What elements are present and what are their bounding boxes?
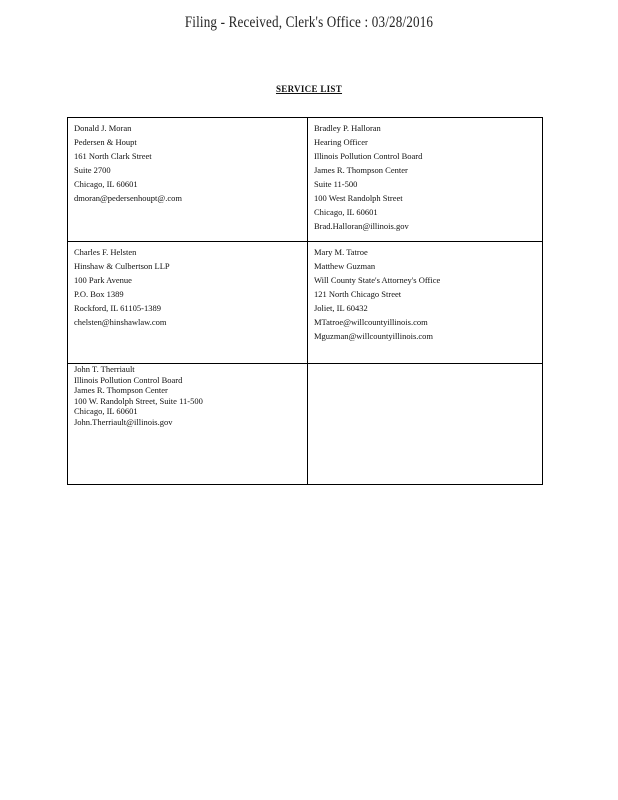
entry-line: 100 W. Randolph Street, Suite 11-500 [74,395,203,406]
entry-line: 100 West Randolph Street [314,193,403,203]
entry-line: Illinois Pollution Control Board [74,374,183,385]
entry-line: Hearing Officer [314,137,368,147]
entry-line: P.O. Box 1389 [74,289,124,299]
entry-line: James R. Thompson Center [74,385,168,395]
service-list-table [67,117,543,485]
entry-line: Joliet, IL 60432 [314,303,368,313]
entry-line: 121 North Chicago Street [314,289,402,299]
entry-email: chelsten@hinshawlaw.com [74,317,167,327]
service-entry-empty [308,364,543,484]
entry-line: Will County State's Attorney's Office [314,275,441,285]
entry-line: Chicago, IL 60601 [314,207,378,217]
service-entry-halloran [308,118,543,242]
entry-email: dmoran@pedersenhoupt@.com [74,193,182,203]
entry-line: Bradley P. Halloran [314,123,381,133]
service-entry-tatroe [308,242,543,364]
entry-email: Brad.Halloran@illinois.gov [314,221,409,231]
service-entry-therriault [68,364,308,484]
entry-line: Donald J. Moran [74,123,132,133]
entry-line: Chicago, IL 60601 [74,179,138,189]
entry-line: Hinshaw & Culbertson LLP [74,261,170,271]
entry-email: MTatroe@willcountyillinois.com [314,317,428,327]
entry-line: Pedersen & Houpt [74,137,137,147]
entry-line: Illinois Pollution Control Board [314,151,423,161]
entry-email: Mguzman@willcountyillinois.com [314,331,434,341]
entry-line: Chicago, IL 60601 [74,406,138,416]
filing-stamp: Filing - Received, Clerk's Office : 03/28/2016 [184,14,434,31]
entry-line: Rockford, IL 61105-1389 [74,303,161,313]
entry-line: Suite 11-500 [314,179,358,189]
entry-line: Matthew Guzman [314,261,376,271]
entry-line: Charles F. Helsten [74,247,137,257]
entry-line: John T. Therriault [74,364,135,374]
entry-line: James R. Thompson Center [314,165,408,175]
entry-email: John.Therriault@illinois.gov [74,416,173,427]
entry-line: 161 North Clark Street [74,151,152,161]
page-title: SERVICE LIST [275,84,343,94]
service-entry-moran [68,118,308,242]
entry-line: 100 Park Avenue [74,275,132,285]
entry-line: Suite 2700 [74,165,111,175]
service-entry-helsten [68,242,308,364]
entry-line: Mary M. Tatroe [314,247,368,257]
